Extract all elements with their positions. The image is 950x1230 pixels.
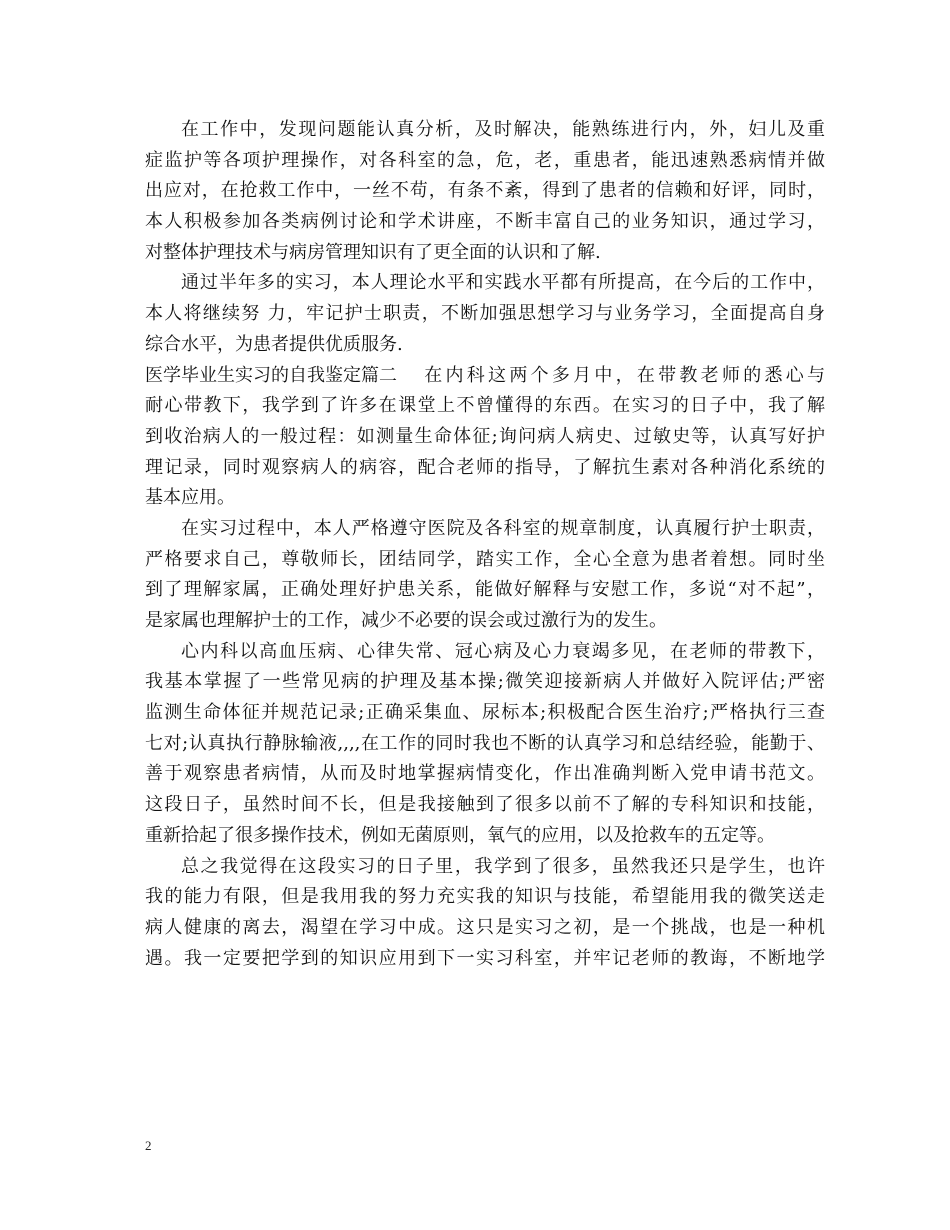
text-line: 严格要求自己，尊敬师长，团结同学，踏实工作，全心全意为患者着想。同时坐 — [145, 548, 825, 570]
text-line: 是家属也理解护士的工作，减少不必要的误会或过激行为的发生。 — [145, 610, 667, 631]
text-line: 七对;认真执行静脉输液,,,,在工作的同时我也不断的认真学习和总结经验，能勤于、 — [145, 732, 825, 754]
text-line: 本人积极参加各类病例讨论和学术讲座，不断丰富自己的业务知识，通过学习， — [145, 211, 825, 233]
text-line: 心内科以高血压病、心律失常、冠心病及心力衰竭多见，在老师的带教下， — [181, 640, 825, 662]
text-line: 基本应用。 — [145, 487, 235, 509]
section-heading-line — [145, 361, 825, 392]
page-number: 2 — [145, 1138, 152, 1153]
text-line: 到收治病人的一般过程：如测量生命体征;询问病人病史、过敏史等，认真写好护 — [145, 425, 825, 447]
text-line: 耐心带教下，我学到了许多在课堂上不曾懂得的东西。在实习的日子中，我了解 — [145, 395, 825, 417]
text-line: 出应对，在抢救工作中，一丝不苟，有条不紊，得到了患者的信赖和好评，同时， — [145, 180, 825, 202]
text-line: 重新拾起了很多操作技术，例如无菌原则，氧气的应用，以及抢救车的五定等。 — [145, 824, 775, 846]
document-body — [145, 115, 825, 974]
text-line: 总之我觉得在这段实习的日子里，我学到了很多，虽然我还只是学生，也许 — [181, 855, 825, 877]
section-title: 医学毕业生实习的自我鉴定篇二 — [145, 364, 397, 386]
text-line: 我的能力有限，但是我用我的努力充实我的知识与技能，希望能用我的微笑送走 — [145, 886, 825, 908]
text-line: 理记录，同时观察病人的病容，配合老师的指导，了解抗生素对各种消化系统的 — [145, 456, 825, 478]
text-line: 在工作中，发现问题能认真分析，及时解决，能熟练进行内，外，妇儿及重 — [181, 119, 825, 140]
text-line: 对整体护理技术与病房管理知识有了更全面的认识和了解. — [145, 241, 601, 263]
text-line-content: 在内科这两个多月中，在带教老师的悉心与 — [421, 364, 825, 386]
text-line: 在实习过程中，本人严格遵守医院及各科室的规章制度，认真履行护士职责， — [181, 517, 825, 539]
text-line: 综合水平，为患者提供优质服务. — [145, 333, 403, 355]
text-line: 遇。我一定要把学到的知识应用到下一实习科室，并牢记老师的教诲，不断地学 — [145, 947, 825, 969]
text-line: 症监护等各项护理操作，对各科室的急，危，老，重患者，能迅速熟悉病情并做 — [145, 149, 825, 171]
text-line: 到了理解家属，正确处理好护患关系，能做好解释与安慰工作，多说“对不起”， — [145, 579, 825, 601]
text-line: 善于观察患者病情，从而及时地掌握病情变化，作出准确判断入党申请书范文。 — [145, 763, 825, 785]
text-line: 本人将继续努 力，牢记护士职责，不断加强思想学习与业务学习，全面提高自身 — [145, 303, 825, 325]
text-line: 这段日子，虽然时间不长，但是我接触到了很多以前不了解的专科知识和技能， — [145, 794, 825, 816]
text-line: 病人健康的离去，渴望在学习中成。这只是实习之初，是一个挑战，也是一种机 — [145, 916, 825, 938]
text-line: 通过半年多的实习，本人理论水平和实践水平都有所提高，在今后的工作中， — [181, 272, 825, 294]
text-line: 监测生命体征并规范记录;正确采集血、尿标本;积极配合医生治疗;严格执行三查 — [145, 702, 825, 724]
text-line: 我基本掌握了一些常见病的护理及基本操;微笑迎接新病人并做好入院评估;严密 — [145, 671, 825, 693]
